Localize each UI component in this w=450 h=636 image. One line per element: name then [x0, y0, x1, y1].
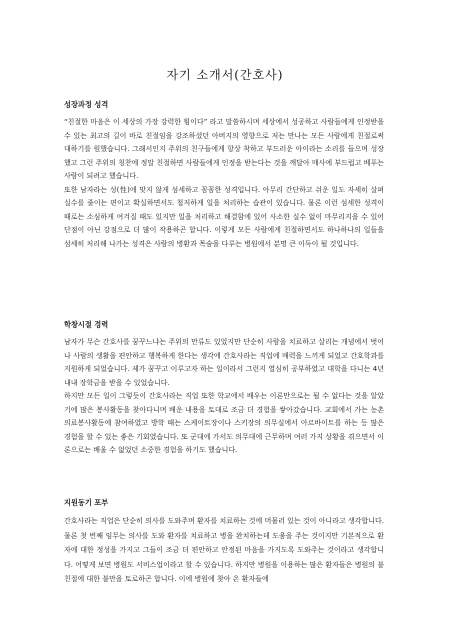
- paragraph: 하지만 모든 일이 그렇듯이 간호사라는 직업 또한 학교에서 배우는 이론만으로는 될 수 없다는 것을 알았기에 많은 봉사활동을 찾아다니며 배운 내용을 토대로 조금 더 경험을 쌓아갔습니다. 교회에서 가는 농촌의료봉사활동에 참여하였고 방학 때는 스케이트장이나 스키장의 의무실에서 아르바이트를 하는 등 많은 경험을 할 수 있는 좋은 기회였습니다. 또 군대에 가서도 의무대에 근무하며 여러 가지 상황을 겪으면서 이론으로는 배울 수 없었던 소중한 경험을 하기도 했습니다.: [64, 392, 384, 454]
- document-title: 자기 소개서(간호사): [166, 68, 284, 82]
- section-school-experience: [64, 320, 384, 458]
- paragraph: 간호사라는 직업은 단순히 의사를 도와주며 환자를 치료하는 것에 머물러 있는 것이 아니라고 생각합니다. 물론 첫 번째 임무는 의사를 도와 환자를 치료하고 병을 완치하는데 도움을 주는 것이지만 기본적으로 환자에 대한 정성을 가지고 그들이 조금 더 편안하고 안정된 마음을 가지도록 도와주는 것이라고 생각합니다. 어떻게 보면 병원도 서비스업이라고 할 수 있습니다. 하지만 병원을 이용하는 많은 환자들은 병원의 불친절에 대한 불만을 토로하곤 합니다. 이에 병원에 찾아 온 환자들에: [64, 517, 384, 583]
- section-heading: 학창시절 경력: [64, 320, 109, 329]
- paragraph: 또한 남자라는 성(性)에 맞지 않게 섬세하고 꼼꼼한 성격입니다. 아무리 간단하고 쉬운 일도 자세히 살펴 실수를 줄이는 편이고 확실하면서도 철저하게 일을 처리하는 습관이 있습니다. 물론 이런 섬세한 성격이 때로는 소심하게 여겨질 때도 있지만 일을 처리하고 해결함에 있어 사소한 실수 없이 마무리지을 수 있어 단점이 아닌 강점으로 더 많이 작용하곤 합니다. 이렇게 모든 사람에게 친절하면서도 하나하나의 일들을 섬세히 처리해 나가는 성격은 사람의 병환과 목숨을 다루는 병원에서 분명 큰 이득이 될 것입니다.: [64, 185, 384, 248]
- section-growth-personality: [64, 100, 384, 251]
- paragraph: 남자가 무슨 간호사를 꿈꾸느냐는 주위의 만류도 있었지만 단순히 사람을 치료하고 살리는 개념에서 벗어나 사람의 생활을 편안하고 행복하게 한다는 생각에 간호사라는 직업에 매력을 느끼게 되었고 간호학과를 지원하게 되었습니다. 제가 꿈꾸고 이루고자 하는 일이라서 그런지 열심히 공부하였고 대학을 다니는 4년 내내 장학금을 받을 수 있었습니다.: [64, 338, 384, 387]
- paragraph: “친절한 마음은 이 세상의 가장 강력한 힘이다” 라고 말씀하시며 세상에서 성공하고 사람들에게 인정받을 수 있는 최고의 길이 바로 친절임을 강조하셨던 아버지의 영향으로 저는 만나는 모든 사람에게 친절로써 대하기를 원했습니다. 그래서인지 주위의 친구들에게 항상 착하고 부드러운 아이라는 소리를 들으며 성장했고 그런 주위의 칭찬에 정말 친절하면 사람들에게 인정을 받는다는 것을 깨달아 매사에 부드럽고 베푸는 사람이 되려고 했습니다.: [64, 118, 384, 180]
- section-heading: 지원동기 포부: [64, 498, 109, 507]
- section-heading: 성장과정 성격: [64, 100, 109, 109]
- section-motivation-aspiration: [64, 498, 384, 587]
